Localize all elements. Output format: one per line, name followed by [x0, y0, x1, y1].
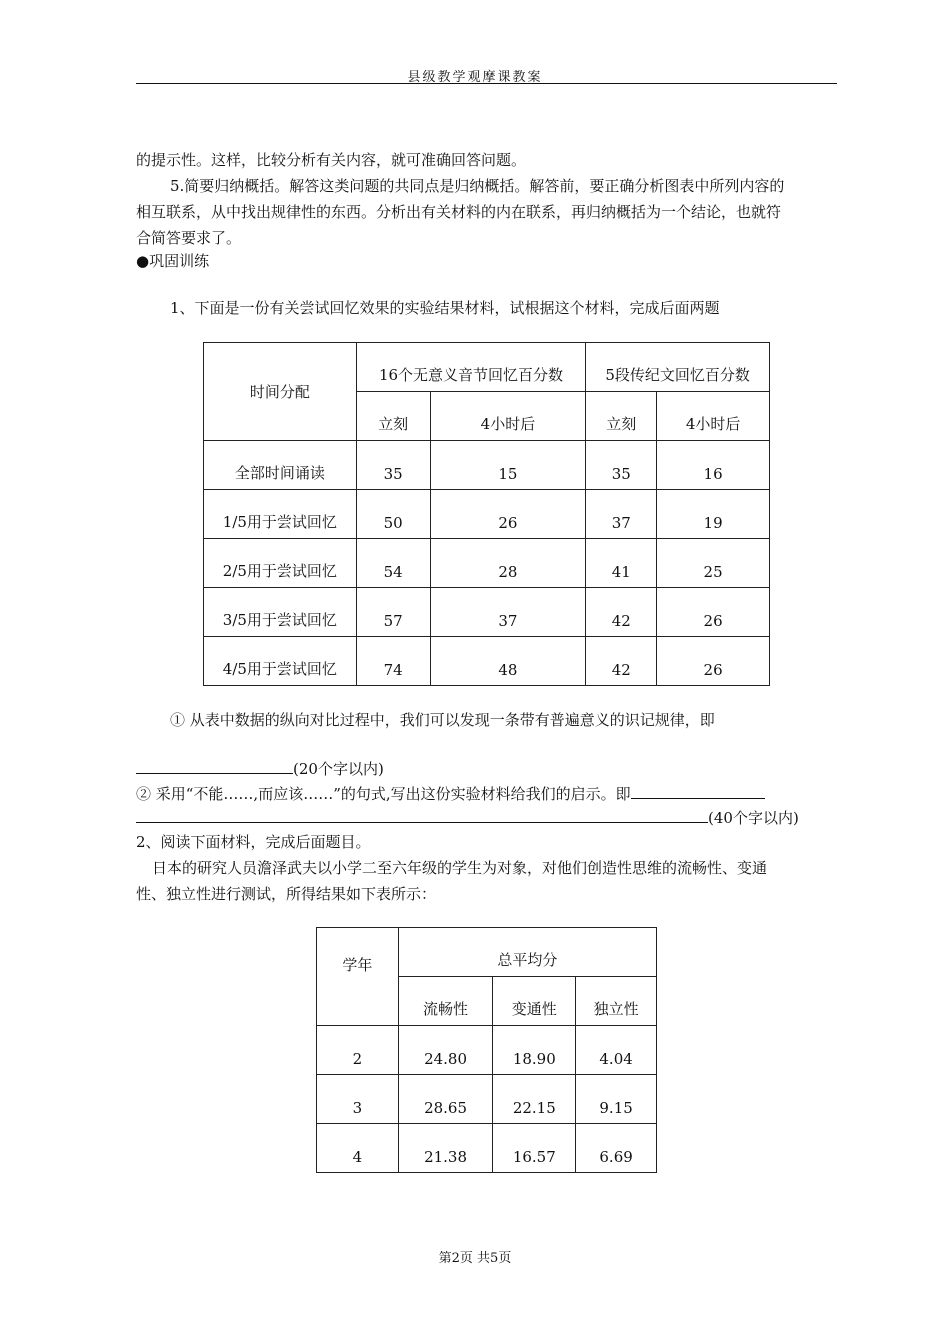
recall-experiment-table [203, 342, 770, 686]
cell-value: 25 [657, 539, 770, 588]
cell-value: 74 [356, 637, 430, 686]
subheader-4-hours: 4小时后 [657, 392, 770, 441]
table-row [204, 588, 770, 637]
header-biography-recall: 5段传纪文回忆百分数 [586, 343, 770, 392]
answer-blank[interactable] [136, 757, 293, 774]
table-row [317, 1026, 657, 1075]
answer-blank[interactable] [136, 806, 708, 823]
paragraph-line: 5.简要归纳概括。解答这类问题的共同点是归纳概括。解答前，要正确分析图表中所列内容的 [170, 177, 785, 195]
cell-value: 6.69 [576, 1124, 657, 1173]
paragraph-line: 合简答要求了。 [136, 229, 242, 247]
creativity-scores-table [316, 927, 657, 1173]
cell-value: 54 [356, 539, 430, 588]
row-label: 2 [317, 1026, 399, 1075]
paragraph-line: 相互联系，从中找出规律性的东西。分析出有关材料的内在联系，再归纳概括为一个结论，也就符 [136, 203, 782, 221]
cell-value: 26 [657, 588, 770, 637]
header-rule [136, 83, 837, 84]
cell-value: 24.80 [398, 1026, 493, 1075]
page-footer: 第2页 共5页 [438, 1251, 512, 1266]
subheader-fluency: 流畅性 [398, 977, 493, 1026]
cell-value: 16 [657, 441, 770, 490]
cell-value: 48 [430, 637, 586, 686]
table-row [204, 490, 770, 539]
subheader-4-hours: 4小时后 [430, 392, 586, 441]
table-row [317, 1075, 657, 1124]
cell-value: 42 [586, 588, 657, 637]
section-heading: ●巩固训练 [136, 252, 210, 270]
cell-value: 37 [586, 490, 657, 539]
cell-value: 4.04 [576, 1026, 657, 1075]
table-row [204, 441, 770, 490]
cell-value: 19 [657, 490, 770, 539]
cell-value: 50 [356, 490, 430, 539]
row-label: 全部时间诵读 [204, 441, 357, 490]
answer-blank[interactable] [631, 782, 765, 799]
cell-value: 28.65 [398, 1075, 493, 1124]
cell-value: 35 [586, 441, 657, 490]
cell-value: 28 [430, 539, 586, 588]
answer-line-1 [136, 757, 384, 779]
header-school-year: 学年 [317, 928, 399, 1026]
table-row [204, 637, 770, 686]
word-limit-note: (20个字以内) [293, 760, 384, 778]
word-limit-note: (40个字以内) [708, 809, 799, 827]
subheader-immediate: 立刻 [356, 392, 430, 441]
cell-value: 18.90 [493, 1026, 576, 1075]
cell-value: 16.57 [493, 1124, 576, 1173]
cell-value: 41 [586, 539, 657, 588]
question-1-part-2 [136, 782, 765, 804]
question-1-intro: 1、下面是一份有关尝试回忆效果的实验结果材料，试根据这个材料，完成后面两题 [170, 299, 720, 317]
header-overall-average: 总平均分 [398, 928, 656, 977]
question-1-part-1: ① 从表中数据的纵向对比过程中，我们可以发现一条带有普遍意义的识记规律，即 [170, 711, 715, 729]
header-time-allocation: 时间分配 [204, 343, 357, 441]
row-label: 4/5用于尝试回忆 [204, 637, 357, 686]
row-label: 1/5用于尝试回忆 [204, 490, 357, 539]
paragraph-line: 日本的研究人员澹泽武夫以小学二至六年级的学生为对象，对他们创造性思维的流畅性、变通 [152, 859, 768, 877]
subheader-independence: 独立性 [576, 977, 657, 1026]
cell-value: 42 [586, 637, 657, 686]
row-label: 4 [317, 1124, 399, 1173]
table-row [317, 1124, 657, 1173]
cell-value: 26 [430, 490, 586, 539]
subheader-immediate: 立刻 [586, 392, 657, 441]
cell-value: 37 [430, 588, 586, 637]
page-header-title: 县级教学观摩课教案 [407, 70, 543, 85]
cell-value: 35 [356, 441, 430, 490]
answer-line-2 [136, 806, 799, 828]
cell-value: 57 [356, 588, 430, 637]
cell-value: 15 [430, 441, 586, 490]
cell-value: 26 [657, 637, 770, 686]
row-label: 3/5用于尝试回忆 [204, 588, 357, 637]
subheader-flexibility: 变通性 [493, 977, 576, 1026]
table-row [204, 539, 770, 588]
question-1-part-2-text: ② 采用“不能……,而应该……”的句式,写出这份实验材料给我们的启示。即 [136, 785, 631, 803]
paragraph-line: 的提示性。这样，比较分析有关内容，就可准确回答问题。 [136, 151, 527, 169]
question-2-intro: 2、阅读下面材料，完成后面题目。 [136, 833, 371, 851]
paragraph-line: 性、独立性进行测试，所得结果如下表所示： [136, 885, 437, 903]
cell-value: 21.38 [398, 1124, 493, 1173]
row-label: 3 [317, 1075, 399, 1124]
header-syllable-recall: 16个无意义音节回忆百分数 [356, 343, 586, 392]
cell-value: 22.15 [493, 1075, 576, 1124]
cell-value: 9.15 [576, 1075, 657, 1124]
row-label: 2/5用于尝试回忆 [204, 539, 357, 588]
